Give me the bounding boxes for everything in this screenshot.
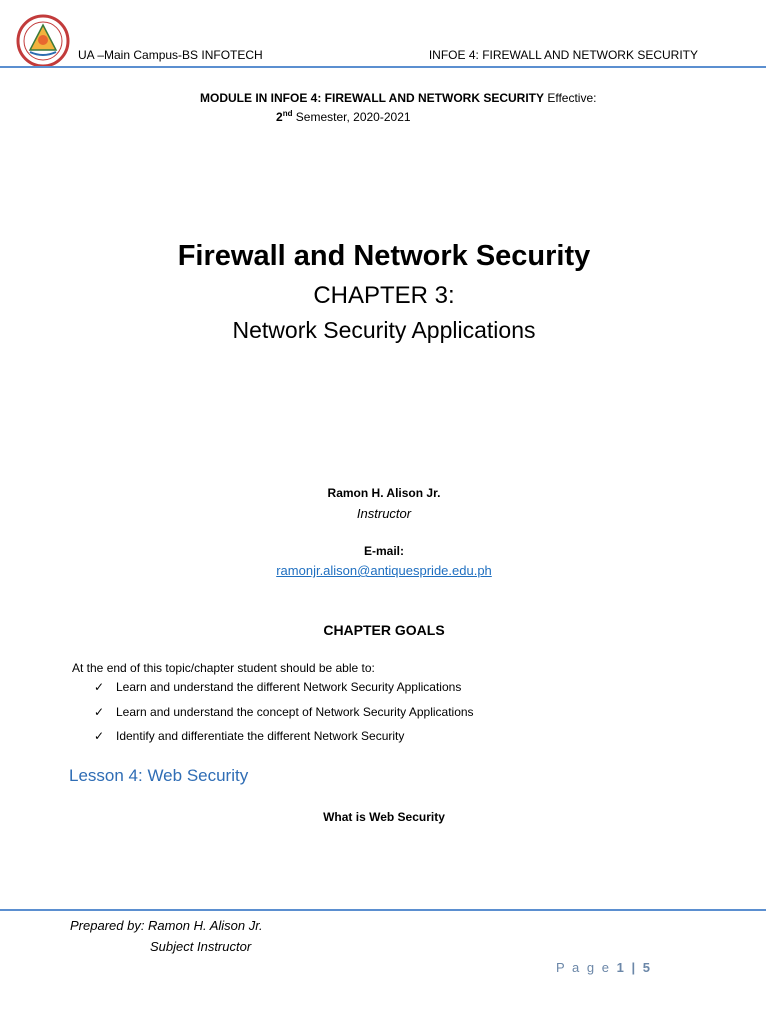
goal-text: Learn and understand the concept of Network Security Applications (116, 705, 474, 719)
chapter-title: Network Security Applications (232, 317, 536, 343)
module-line (200, 91, 596, 105)
semester-number: 2 (276, 110, 283, 124)
checkmark-icon: ✓ (94, 680, 105, 694)
goal-item (94, 705, 474, 719)
chapter-goals-heading: CHAPTER GOALS (323, 622, 445, 638)
header-campus-bold: UA –Main Campus- (78, 48, 183, 62)
email-link[interactable]: ramonjr.alison@antiquespride.edu.ph (276, 563, 492, 578)
page-word: P a g e (556, 960, 611, 975)
prepared-by: Prepared by: Ramon H. Alison Jr. (70, 918, 263, 933)
footer-rule (0, 909, 766, 911)
header-rule (0, 66, 766, 68)
author-role: Instructor (356, 506, 412, 521)
semester-line (276, 110, 411, 124)
page-total: 5 (642, 960, 652, 975)
goals-intro: At the end of this topic/chapter student should be able to: (72, 661, 375, 675)
checkmark-icon: ✓ (94, 729, 105, 743)
checkmark-icon: ✓ (94, 705, 105, 719)
goal-item (94, 680, 461, 694)
module-title: MODULE IN INFOE 4: FIREWALL AND NETWORK SECURITY (200, 91, 544, 105)
chapter-number: CHAPTER 3: (313, 282, 455, 309)
author-name: Ramon H. Alison Jr. (327, 486, 441, 500)
lesson-subheading: What is Web Security (323, 810, 445, 824)
page-number (556, 960, 652, 975)
goal-text: Learn and understand the different Network Security Applications (116, 680, 462, 694)
page-current: 1 (616, 960, 626, 975)
goal-text: Identify and differentiate the different Network Security (116, 729, 405, 743)
goal-item (94, 729, 404, 743)
header-campus (78, 48, 263, 62)
page-separator: | (625, 960, 643, 975)
module-effective: Effective: (544, 91, 597, 105)
semester-text: Semester, 2020-2021 (292, 110, 411, 124)
email-label: E-mail: (363, 544, 404, 558)
header-campus-program: BS INFOTECH (182, 48, 263, 62)
semester-suffix: nd (282, 109, 293, 118)
document-title: Firewall and Network Security (177, 240, 591, 272)
prepared-by-role: Subject Instructor (150, 939, 252, 954)
university-seal-logo (16, 14, 70, 68)
lesson-heading: Lesson 4: Web Security (69, 766, 249, 785)
header-course: INFOE 4: FIREWALL AND NETWORK SECURITY (428, 48, 698, 62)
